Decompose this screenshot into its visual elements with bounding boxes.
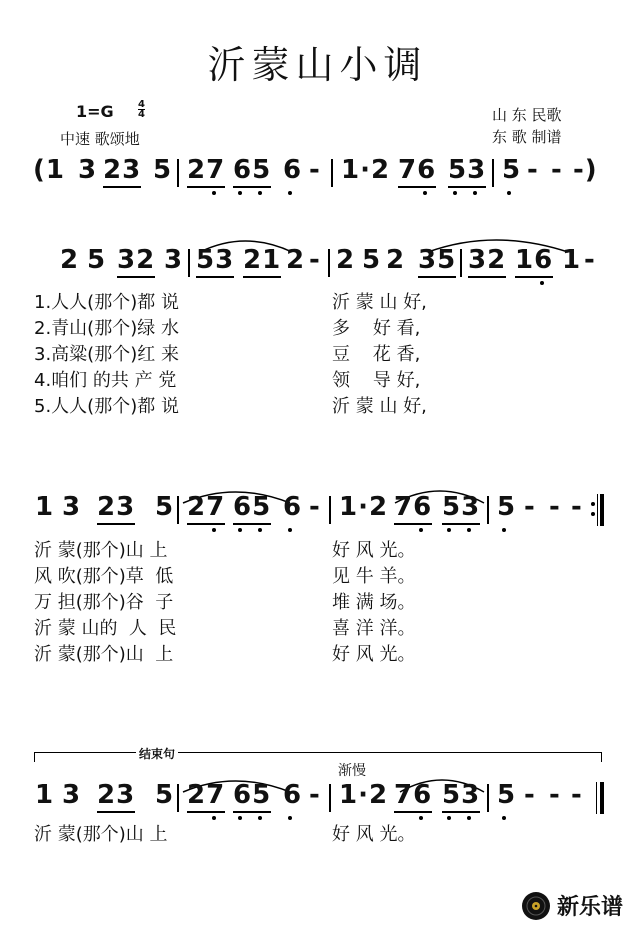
- underline: [394, 811, 432, 813]
- note: 23: [97, 780, 136, 810]
- verse-4-line2-right: 喜 洋 洋。: [332, 618, 416, 639]
- verse-4-line2-left: 沂 蒙 山的 人 民: [34, 618, 177, 639]
- note: -: [571, 492, 583, 522]
- ending-bracket: [34, 752, 602, 765]
- ending-label: 结束句: [136, 745, 178, 762]
- staff-line3: [0, 780, 635, 820]
- low-dot: [507, 191, 511, 195]
- note: 1: [562, 245, 582, 275]
- ritard-marking: 渐慢: [338, 763, 366, 779]
- note: 53: [196, 245, 235, 275]
- note: 3: [78, 155, 98, 185]
- underline: [97, 811, 135, 813]
- low-dot: [212, 191, 216, 195]
- note: 5: [155, 780, 175, 810]
- note: 6: [283, 155, 303, 185]
- note: -: [549, 780, 561, 810]
- barline: [596, 782, 597, 814]
- time-signature: [138, 100, 145, 119]
- note: 5: [153, 155, 173, 185]
- source-credit: 山 东 民歌: [492, 106, 562, 124]
- low-dot: [212, 816, 216, 820]
- arranger-credit: 东 歌 制谱: [492, 128, 562, 146]
- barline: [487, 784, 489, 812]
- verse-5-line2-left: 沂 蒙(那个)山 上: [34, 644, 174, 665]
- note: 16: [515, 245, 554, 275]
- ending-bracket-left: [34, 752, 35, 762]
- low-dot: [423, 191, 427, 195]
- note: 65: [233, 155, 272, 185]
- low-dot: [258, 816, 262, 820]
- note: 35: [418, 245, 457, 275]
- note: 32: [468, 245, 507, 275]
- note: 3: [164, 245, 184, 275]
- verse-2-left: 2.青山(那个)绿 水: [34, 318, 179, 339]
- verse-1-line2-right: 好 风 光。: [332, 540, 416, 561]
- verse-1-line2-left: 沂 蒙(那个)山 上: [34, 540, 168, 561]
- note: 5: [87, 245, 107, 275]
- low-dot: [212, 528, 216, 532]
- verse-3-right: 豆 花 香,: [332, 344, 421, 365]
- verse-2-line2-right: 见 牛 羊。: [332, 566, 416, 587]
- note: 2: [386, 245, 406, 275]
- low-dot: [258, 191, 262, 195]
- low-dot: [288, 191, 292, 195]
- barline: [329, 496, 331, 524]
- ending-bracket-right: [601, 752, 602, 762]
- note: 53: [448, 155, 487, 185]
- underline: [187, 811, 225, 813]
- note: 23: [97, 492, 136, 522]
- note: 5: [497, 492, 517, 522]
- repeat-dot: [591, 502, 595, 506]
- ending-lyric-left: 沂 蒙(那个)山 上: [34, 824, 168, 845]
- note: -: [524, 780, 536, 810]
- note: 2: [60, 245, 80, 275]
- note: 5: [362, 245, 382, 275]
- note: 53: [442, 780, 481, 810]
- barline: [492, 159, 494, 187]
- time-top: 4: [138, 99, 145, 110]
- low-dot: [288, 816, 292, 820]
- verse-1-right: 沂 蒙 山 好,: [332, 292, 427, 313]
- note: 2: [336, 245, 356, 275]
- song-title: 沂蒙山小调: [207, 43, 428, 87]
- low-dot: [453, 191, 457, 195]
- intro-staff: [0, 155, 635, 195]
- barline: [597, 494, 598, 526]
- low-dot: [238, 816, 242, 820]
- verse-5-left: 5.人人(那个)都 说: [34, 396, 179, 417]
- note: 2: [286, 245, 306, 275]
- note: 5: [502, 155, 522, 185]
- low-dot: [467, 816, 471, 820]
- barline: [177, 496, 179, 524]
- underline: [243, 276, 281, 278]
- underline: [233, 186, 271, 188]
- barline: [487, 496, 489, 524]
- barline: [188, 249, 190, 277]
- underline: [187, 523, 225, 525]
- verse-5-right: 沂 蒙 山 好,: [332, 396, 427, 417]
- verse-3-line2-right: 堆 满 场。: [332, 592, 416, 613]
- note: 1: [35, 492, 55, 522]
- note: 27: [187, 155, 226, 185]
- low-dot: [502, 816, 506, 820]
- underline: [233, 523, 271, 525]
- note: 65: [233, 492, 272, 522]
- note: 1·2: [339, 492, 389, 522]
- low-dot: [238, 191, 242, 195]
- note: 23: [103, 155, 142, 185]
- note: (1: [33, 155, 65, 185]
- note: 3: [62, 492, 82, 522]
- note: 1: [35, 780, 55, 810]
- note: 27: [187, 492, 226, 522]
- underline: [398, 186, 436, 188]
- note: 5: [155, 492, 175, 522]
- low-dot: [419, 528, 423, 532]
- low-dot: [467, 528, 471, 532]
- barline: [177, 784, 179, 812]
- note: -: [527, 155, 539, 185]
- note: 5: [497, 780, 517, 810]
- note: 21: [243, 245, 282, 275]
- verse-4-right: 领 导 好,: [332, 370, 421, 391]
- repeat-dot: [591, 512, 595, 516]
- note: -: [549, 492, 561, 522]
- note: 3: [62, 780, 82, 810]
- low-dot: [447, 528, 451, 532]
- note: 1·2: [341, 155, 391, 185]
- underline: [418, 276, 456, 278]
- time-bottom: 4: [138, 109, 145, 120]
- low-dot: [288, 528, 292, 532]
- note: 27: [187, 780, 226, 810]
- note: 6: [283, 780, 303, 810]
- final-barline: [600, 494, 604, 526]
- low-dot: [419, 816, 423, 820]
- underline: [448, 186, 486, 188]
- staff-line1: [0, 245, 635, 285]
- final-barline: [600, 782, 604, 814]
- note: -: [309, 780, 321, 810]
- barline: [328, 249, 330, 277]
- staff-line2: [0, 492, 635, 532]
- note: -: [309, 492, 321, 522]
- barline: [460, 249, 462, 277]
- note: -: [309, 155, 321, 185]
- underline: [196, 276, 234, 278]
- note: 76: [398, 155, 437, 185]
- note: 53: [442, 492, 481, 522]
- underline: [515, 276, 553, 278]
- underline: [394, 523, 432, 525]
- note: -: [551, 155, 563, 185]
- note: -): [573, 155, 598, 185]
- underline: [442, 811, 480, 813]
- underline: [117, 276, 155, 278]
- note: 32: [117, 245, 156, 275]
- logo-text: 新乐谱: [556, 895, 623, 920]
- barline: [329, 784, 331, 812]
- verse-3-left: 3.高粱(那个)红 来: [34, 344, 179, 365]
- verse-4-left: 4.咱们 的共 产 党: [34, 370, 177, 391]
- underline: [233, 811, 271, 813]
- note: 76: [394, 780, 433, 810]
- record-icon: [521, 891, 551, 921]
- key-signature: 1=G: [76, 102, 114, 121]
- low-dot: [238, 528, 242, 532]
- note: 65: [233, 780, 272, 810]
- tempo-marking: 中速 歌颂地: [60, 130, 140, 148]
- underline: [187, 186, 225, 188]
- underline: [442, 523, 480, 525]
- note: -: [571, 780, 583, 810]
- verse-5-line2-right: 好 风 光。: [332, 644, 416, 665]
- low-dot: [447, 816, 451, 820]
- low-dot: [258, 528, 262, 532]
- note: 76: [394, 492, 433, 522]
- note: -: [524, 492, 536, 522]
- low-dot: [473, 191, 477, 195]
- low-dot: [502, 528, 506, 532]
- verse-1-left: 1.人人(那个)都 说: [34, 292, 179, 313]
- note: -: [309, 245, 321, 275]
- note: 1·2: [339, 780, 389, 810]
- underline: [97, 523, 135, 525]
- barline: [177, 159, 179, 187]
- verse-2-right: 多 好 看,: [332, 318, 421, 339]
- underline: [103, 186, 141, 188]
- site-logo: [521, 890, 623, 921]
- barline: [331, 159, 333, 187]
- low-dot: [540, 281, 544, 285]
- verse-2-line2-left: 风 吹(那个)草 低: [34, 566, 174, 587]
- underline: [468, 276, 506, 278]
- verse-3-line2-left: 万 担(那个)谷 子: [34, 592, 174, 613]
- note: 6: [283, 492, 303, 522]
- ending-lyric-right: 好 风 光。: [332, 824, 416, 845]
- note: -: [584, 245, 596, 275]
